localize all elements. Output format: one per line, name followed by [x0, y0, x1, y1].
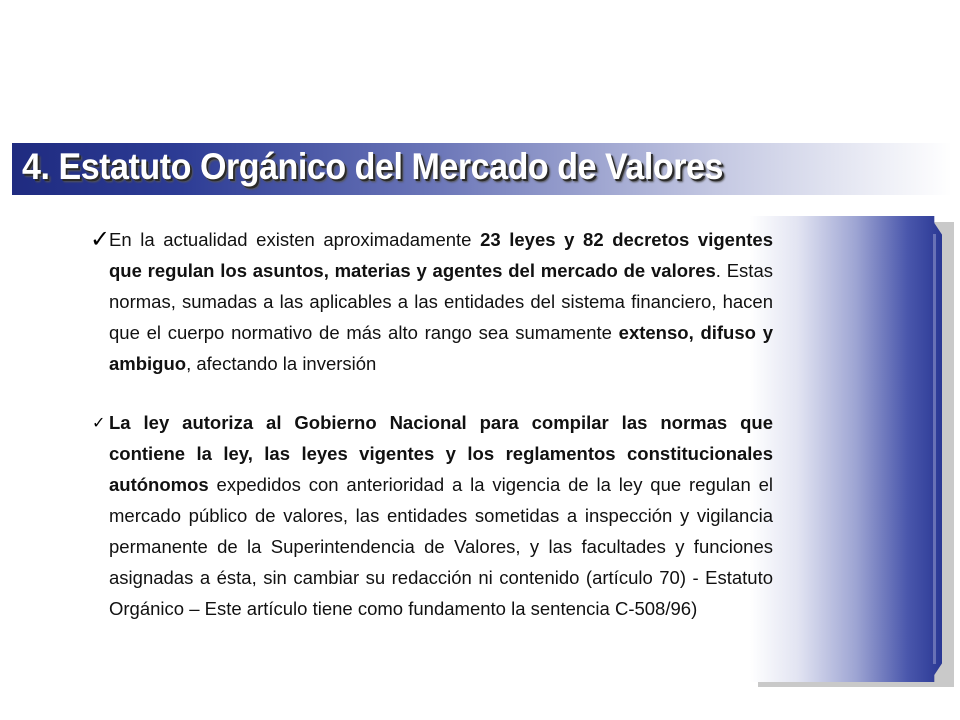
- slide-body: [90, 224, 773, 624]
- bullet-item-1: [90, 224, 773, 379]
- decorative-side-panel: [750, 216, 942, 682]
- checkmark-icon: ✓: [92, 413, 106, 432]
- bullet-1-text-1: En la actualidad existen aproximadamente: [109, 229, 481, 250]
- slide-title: 4. Estatuto Orgánico del Mercado de Valores: [22, 146, 723, 187]
- checkmark-icon: ✓: [90, 225, 111, 253]
- bullet-1-text-3: , afectando la inversión: [186, 353, 377, 374]
- bullet-item-2: [90, 407, 773, 624]
- bullet-1-text-2: . Estas normas, sumadas a las aplicables a las entidades del sistema financiero, hacen que el cuerpo normativo de más alto rango sea sumamente: [109, 260, 773, 343]
- bullet-1-bold-1: 23 leyes y 82 decretos vigentes que regulan los asuntos, materias y agentes del mercado de valores: [109, 229, 773, 281]
- bullet-2-text-1: expedidos con anterioridad a la vigencia de la ley que regulan el mercado público de valores, las entidades sometidas a inspección y vigilancia permanente de la Superintendencia de Valores, y las facultades y funciones asignadas a ésta, sin cambiar su redacción ni contenido (artículo 70) - Estatuto Orgánico – Este artículo tiene como fundamento la sentencia C-508/96): [109, 474, 773, 619]
- bullet-1-bold-2: extenso, difuso y ambiguo: [109, 322, 773, 374]
- bullet-2-bold-1: La ley autoriza al Gobierno Nacional para compilar las normas que contiene la ley, las leyes vigentes y los reglamentos constitucionales autónomos: [109, 412, 773, 495]
